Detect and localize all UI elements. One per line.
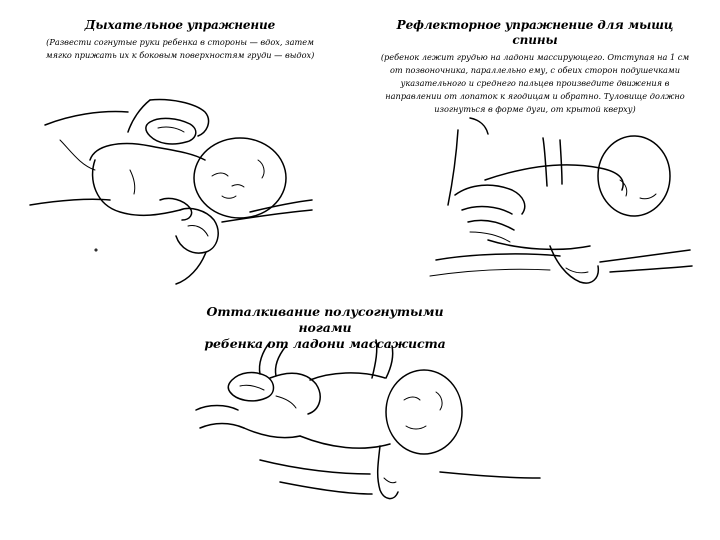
description-line: мягко прижать их к боковым поверхностям груди — выдох) [45, 50, 315, 60]
description-line: направлении от лопаток к ягодицам и обратно. Туловище должно [385, 91, 685, 101]
description-line: изогнуться в форме дуги, от крытой кверху) [434, 104, 636, 114]
description-line: (ребенок лежит грудью на ладони массирующего. Отступая на 1 см [380, 52, 690, 62]
title-line: ребенка от ладони массажиста [204, 336, 446, 351]
back-reflex-illustration [430, 118, 692, 283]
description-line: от позвоночника, параллельно ему, с обеих сторон подушечками [389, 65, 680, 75]
panel-title: Дыхательное упражнение [84, 18, 276, 32]
description-line: (Развести согнутые руки ребенка в стороны — вдох, затем [46, 37, 314, 47]
leg-push-illustration [196, 340, 540, 499]
breathing-exercise-illustration [30, 100, 312, 284]
title-line: Отталкивание полусогнутыми ногами [206, 304, 444, 335]
description-line: указательного и среднего пальцев произведите движения в [400, 78, 670, 88]
panel-title: Рефлекторное упражнение для мышц спины [396, 18, 674, 47]
